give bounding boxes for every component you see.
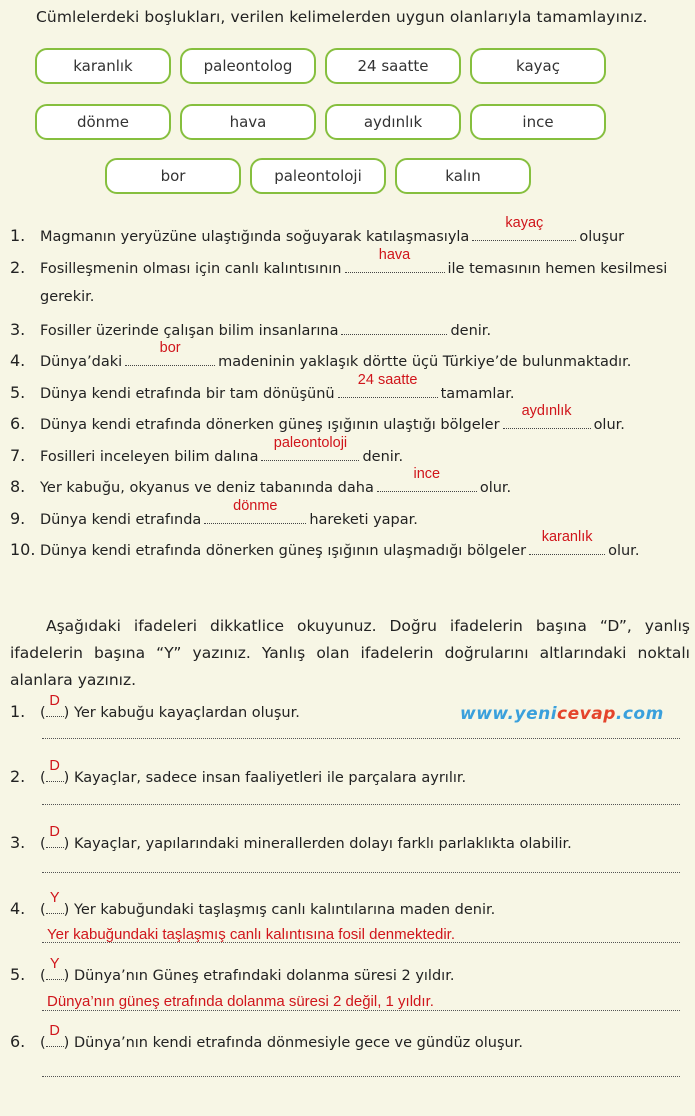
item-text: Yer kabuğundaki taşlaşmış canlı kalıntılarına maden denir. [73, 902, 496, 918]
answer-text: 24 saatte [357, 372, 418, 388]
word-bank-item [35, 48, 171, 84]
answer-text: hava [378, 247, 411, 263]
word-bank-item [470, 48, 606, 84]
item-number: 5. [10, 965, 26, 984]
answer-blank [261, 435, 359, 461]
word-bank-label: karanlık [73, 57, 133, 75]
correction-line [42, 1010, 680, 1011]
word-bank-label: paleontolog [203, 57, 293, 75]
question-text-after: olur. [479, 480, 512, 496]
question-text: Fosiller üzerinde çalışan bilim insanlarına [40, 323, 339, 339]
question-number: 6. [10, 414, 26, 433]
fill-question-10 [10, 529, 640, 564]
item-text: Dünya’nın Güneş etrafındaki dolanma süresi 2 yıldır. [73, 968, 455, 984]
question-text-after: ile temasının hemen kesilmesi [447, 261, 668, 277]
question-continuation: gerekir. [40, 289, 95, 305]
item-number: 3. [10, 833, 26, 852]
correction-line [42, 738, 680, 739]
tf-mark-blank [46, 956, 64, 980]
tf-mark: D [49, 758, 60, 774]
answer-blank [338, 372, 438, 398]
tf-item-3: 3. ( D ) Kayaçlar, yapılarındaki minerallerden dolayı farklı parlaklıkta olabilir. [10, 824, 572, 852]
question-number: 10. [10, 540, 36, 559]
item-number: 6. [10, 1032, 26, 1051]
tf-item-1: 1. ( D ) Yer kabuğu kayaçlardan oluşur. [10, 693, 300, 721]
question-text-after: tamamlar. [440, 386, 515, 402]
tf-item-2: 2. ( D ) Kayaçlar, sadece insan faaliyetleri ile parçalara ayrılır. [10, 758, 467, 786]
section1-instruction: Cümlelerdeki boşlukları, verilen kelimelerden uygun olanlarıyla tamamlayınız. [36, 8, 648, 26]
question-number: 1. [10, 226, 26, 245]
question-number: 5. [10, 383, 26, 402]
question-text-after: oluşur [579, 229, 625, 245]
section2-instruction [10, 613, 690, 694]
question-text-after: hareketi yapar. [309, 512, 418, 528]
question-number: 8. [10, 477, 26, 496]
question-text-after: olur. [593, 417, 625, 433]
fill-question-3 [10, 320, 491, 344]
tf-mark: Y [49, 890, 60, 906]
answer-blank [472, 215, 576, 241]
item-text: Kayaçlar, yapılarındaki minerallerden dolayı farklı parlaklıkta olabilir. [73, 836, 572, 852]
tf-mark: D [49, 693, 60, 709]
question-text: Dünya’daki [40, 354, 123, 370]
fill-question-5 [10, 372, 515, 407]
answer-blank [503, 403, 591, 429]
tf-item-6: 6. ( D ) Dünya’nın kendi etrafında dönmesiyle gece ve gündüz oluşur. [10, 1023, 523, 1051]
word-bank-label: dönme [76, 113, 130, 131]
word-bank-label: hava [229, 113, 267, 131]
question-text: Fosilleri inceleyen bilim dalına [40, 449, 259, 465]
answer-blank [377, 466, 477, 492]
word-bank-label: paleontoloji [274, 167, 362, 185]
question-text: Magmanın yeryüzüne ulaştığında soğuyarak katılaşmasıyla [40, 229, 470, 245]
word-bank-label: ince [522, 113, 554, 131]
word-bank-label: aydınlık [363, 113, 423, 131]
fill-question-4 [10, 340, 632, 375]
tf-mark: D [49, 1023, 60, 1039]
question-number: 7. [10, 446, 26, 465]
answer-blank [204, 498, 306, 524]
tf-mark: D [49, 824, 60, 840]
word-bank-label: kalın [445, 167, 481, 185]
answer-blank [345, 247, 445, 273]
word-bank-item [325, 48, 461, 84]
fill-question-7 [10, 435, 404, 470]
word-bank-item [35, 104, 171, 140]
correction-line [42, 1076, 680, 1077]
correction-line [42, 804, 680, 805]
tf-mark-blank [46, 693, 64, 717]
question-text: Fosilleşmenin olması için canlı kalıntısının [40, 261, 342, 277]
tf-mark-blank [46, 890, 64, 914]
question-text: Yer kabuğu, okyanus ve deniz tabanında daha [40, 480, 374, 496]
word-bank-item [180, 48, 316, 84]
word-bank-item [180, 104, 316, 140]
tf-item-5: 5. ( Y ) Dünya’nın Güneş etrafındaki dolanma süresi 2 yıldır. [10, 956, 455, 984]
word-bank-label: kayaç [516, 57, 560, 75]
question-number: 4. [10, 351, 26, 370]
answer-blank [125, 340, 215, 366]
word-bank-item [105, 158, 241, 194]
question-text-after: olur. [608, 543, 640, 559]
question-number: 2. [10, 258, 26, 277]
question-text: Dünya kendi etrafında [40, 512, 202, 528]
correction-line [42, 872, 680, 873]
answer-text: aydınlık [521, 403, 572, 419]
item-number: 1. [10, 702, 26, 721]
question-text-after: denir. [450, 323, 492, 339]
answer-text: paleontoloji [273, 435, 348, 451]
word-bank-label: bor [160, 167, 186, 185]
tf-mark-blank [46, 758, 64, 782]
word-bank-item [325, 104, 461, 140]
question-text-after: denir. [362, 449, 404, 465]
answer-text: ince [413, 466, 441, 482]
tf-mark-blank [46, 824, 64, 848]
item-number: 4. [10, 899, 26, 918]
tf-mark-blank [46, 1023, 64, 1047]
tf-item-4: 4. ( Y ) Yer kabuğundaki taşlaşmış canlı kalıntılarına maden denir. [10, 890, 496, 918]
item-text: Yer kabuğu kayaçlardan oluşur. [73, 705, 300, 721]
site-watermark: www.yenicevap.com [460, 704, 664, 724]
answer-blank [529, 529, 605, 555]
question-text: Dünya kendi etrafında dönerken güneş ışığının ulaştığı bölgeler [40, 417, 500, 433]
answer-text: kayaç [505, 215, 544, 231]
answer-blank [341, 322, 447, 335]
correction-line [42, 942, 680, 943]
question-text: Dünya kendi etrafında bir tam dönüşünü [40, 386, 335, 402]
word-bank-item [250, 158, 386, 194]
word-bank-label: 24 saatte [357, 57, 429, 75]
fill-question-1 [10, 215, 625, 250]
answer-text: karanlık [541, 529, 593, 545]
answer-text: dönme [233, 498, 278, 514]
item-number: 2. [10, 767, 26, 786]
fill-question-9 [10, 498, 418, 533]
correction-text: Yer kabuğundaki taşlaşmış canlı kalıntısına fosil denmektedir. [47, 926, 456, 943]
fill-question-2 [10, 247, 668, 282]
word-bank-item [395, 158, 531, 194]
correction-text: Dünya’nın güneş etrafında dolanma süresi 2 değil, 1 yıldır. [47, 993, 434, 1010]
question-text-after: madeninin yaklaşık dörtte üçü Türkiye’de bulunmaktadır. [218, 354, 632, 370]
item-text: Kayaçlar, sadece insan faaliyetleri ile parçalara ayrılır. [73, 770, 467, 786]
question-number: 9. [10, 509, 26, 528]
tf-mark: Y [49, 956, 60, 972]
section2-instruction-text: Aşağıdaki ifadeleri dikkatlice okuyunuz. Doğru ifadelerin başına “D”, yanlış ifadelerin başına “Y” yazınız. Yanlış olan ifadelerin doğrularını altlarındaki noktalı alanlara yazınız. [10, 617, 690, 689]
answer-text: bor [159, 340, 181, 356]
question-text: Dünya kendi etrafında dönerken güneş ışığının ulaşmadığı bölgeler [40, 543, 527, 559]
question-number: 3. [10, 320, 26, 339]
word-bank-item [470, 104, 606, 140]
item-text: Dünya’nın kendi etrafında dönmesiyle gece ve gündüz oluşur. [73, 1035, 523, 1051]
